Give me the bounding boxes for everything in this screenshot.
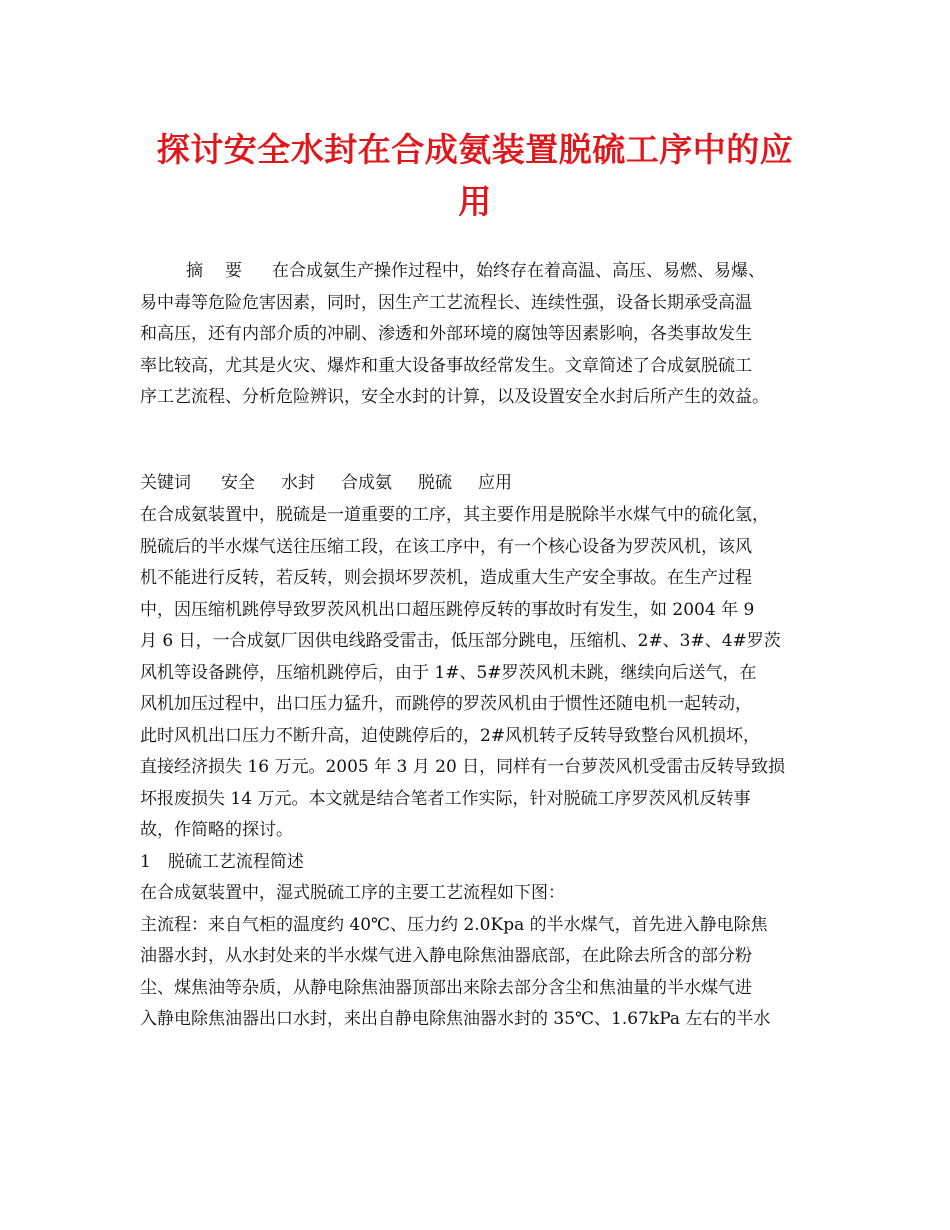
abstract-label-1: 摘 xyxy=(186,261,203,281)
abstract-label-2: 要 xyxy=(225,261,242,281)
body-line: 尘、煤焦油等杂质，从静电除焦油器顶部出来除去部分含尘和焦油量的半水煤气进 xyxy=(140,977,752,998)
keyword-item: 水封 xyxy=(281,473,315,493)
body-line: 风机加压过程中，出口压力猛升，而跳停的罗茨风机由于惯性还随电机一起转动， xyxy=(140,694,752,714)
title-line-2: 用 xyxy=(458,182,492,221)
body-line: 在合成氨装置中，脱硫是一道重要的工序，其主要作用是脱除半水煤气中的硫化氢， xyxy=(140,505,769,525)
body-line: 此时风机出口压力不断升高，迫使跳停后的，2#风机转子反转导致整台风机损坏， xyxy=(140,725,761,746)
abstract-line-5: 序工艺流程、分析危险辨识，安全水封的计算，以及设置安全水封后所产生的效益。 xyxy=(140,387,769,407)
abstract-line-1 xyxy=(140,256,820,288)
body-text xyxy=(140,500,820,1036)
body-line: 主流程：来自气柜的温度约 40℃、压力约 2.0Kpa 的半水煤气，首先进入静电除焦 xyxy=(140,914,768,935)
abstract xyxy=(140,256,820,414)
keyword-item: 脱硫 xyxy=(418,473,452,493)
body-line: 机不能进行反转，若反转，则会损坏罗茨机，造成重大生产安全事故。在生产过程 xyxy=(140,568,752,588)
body-line: 坏报废损失 14 万元。本文就是结合笔者工作实际，针对脱硫工序罗茨风机反转事 xyxy=(140,788,751,809)
body-line: 脱硫后的半水煤气送往压缩工段，在该工序中，有一个核心设备为罗茨风机，该风 xyxy=(140,536,752,557)
abstract-line-2: 易中毒等危险危害因素，同时，因生产工艺流程长、连续性强，设备长期承受高温 xyxy=(140,292,752,313)
abstract-line-3: 和高压，还有内部介质的冲刷、渗透和外部环境的腐蚀等因素影响，各类事故发生 xyxy=(140,324,752,344)
keyword-item: 安全 xyxy=(221,473,255,493)
body-line: 中，因压缩机跳停导致罗茨风机出口超压跳停反转的事故时有发生，如 2004 年 9 xyxy=(140,599,755,620)
abstract-text-1: 在合成氨生产操作过程中，始终存在着高温、高压、易燃、易爆、 xyxy=(272,261,765,281)
keywords xyxy=(140,468,820,500)
document-title xyxy=(130,124,820,228)
section-heading: 1 脱硫工艺流程简述 xyxy=(140,851,304,872)
body-line: 直接经济损失 16 万元。2005 年 3 月 20 日，同样有一台萝茨风机受雷击反转导致损 xyxy=(140,757,786,777)
body-line: 入静电除焦油器出口水封，来出自静电除焦油器水封的 35℃、1.67kPa 左右的半水 xyxy=(140,1009,771,1029)
title-line-1: 探讨安全水封在合成氨装置脱硫工序中的应 xyxy=(156,130,794,169)
keyword-item: 应用 xyxy=(478,473,512,493)
body-line: 月 6 日，一合成氨厂因供电线路受雷击，低压部分跳电，压缩机、2#、3#、4#罗茨 xyxy=(140,631,781,651)
abstract-line-4: 率比较高，尤其是火灾、爆炸和重大设备事故经常发生。文章简述了合成氨脱硫工 xyxy=(140,355,752,376)
body-line: 在合成氨装置中，湿式脱硫工序的主要工艺流程如下图： xyxy=(140,883,565,903)
body-line: 油器水封，从水封处来的半水煤气进入静电除焦油器底部，在此除去所含的部分粉 xyxy=(140,946,752,966)
body-line: 故，作简略的探讨。 xyxy=(140,820,293,840)
keyword-item: 合成氨 xyxy=(341,473,392,493)
body-line: 风机等设备跳停，压缩机跳停后，由于 1#、5#罗茨风机未跳，继续向后送气，在 xyxy=(140,662,757,683)
keywords-label: 关键词 xyxy=(140,473,191,493)
